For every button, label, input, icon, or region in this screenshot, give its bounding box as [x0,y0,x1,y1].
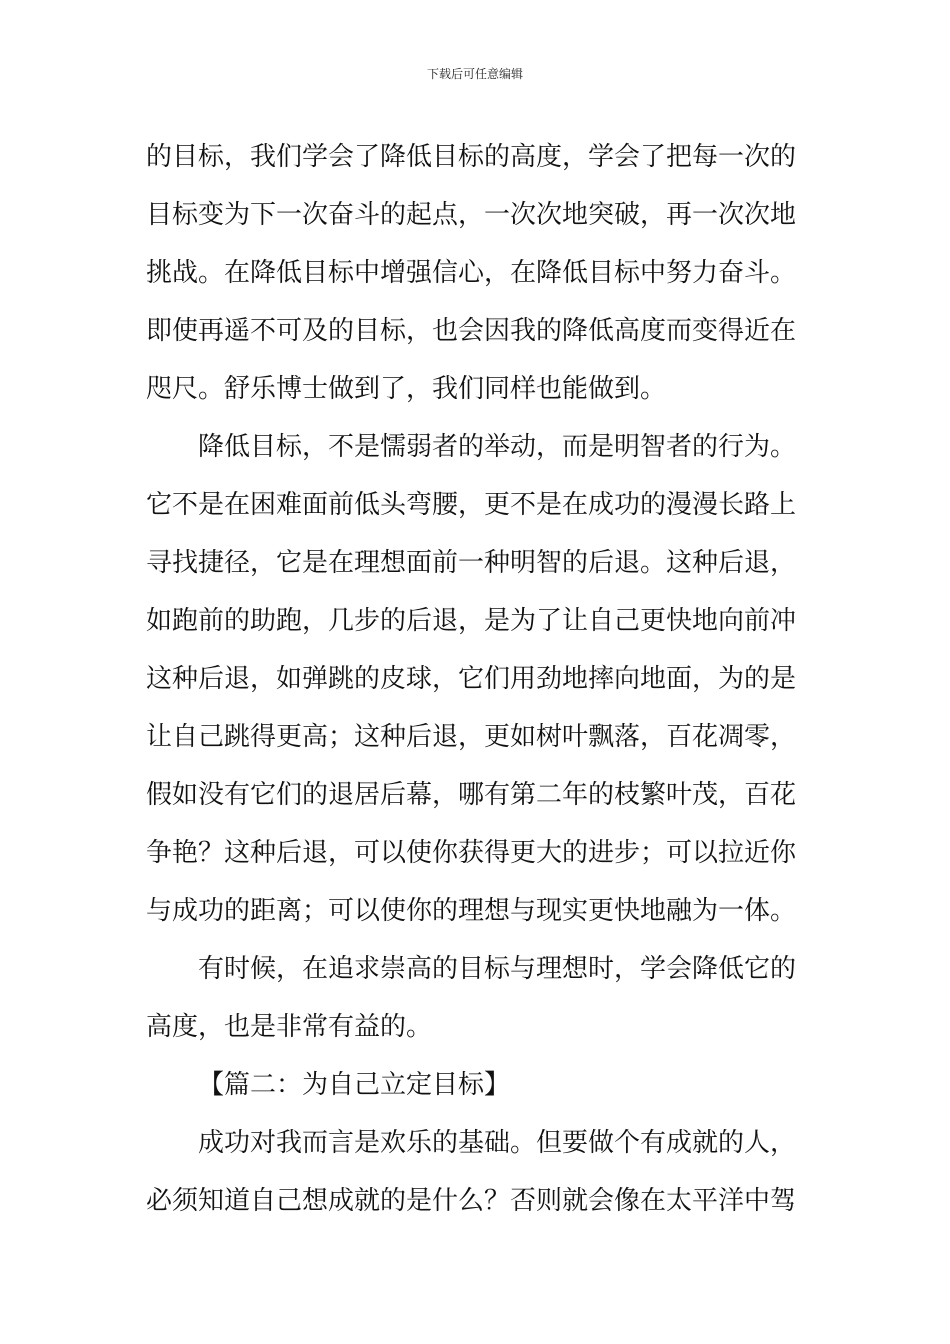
text-line: 争艳？这种后退，可以使你获得更大的进步；可以拉近你 [146,838,797,868]
text-line: 挑战。在降低目标中增强信心，在降低目标中努力奋斗。 [146,258,797,288]
section-heading: 【篇二：为自己立定目标】 [198,1070,511,1100]
text-line: 与成功的距离；可以使你的理想与现实更快地融为一体。 [146,896,797,926]
document-body [146,128,808,1230]
paragraph-start-line: 降低目标，不是懦弱者的举动，而是明智者的行为。 [198,432,797,462]
text-line: 它不是在困难面前低头弯腰，更不是在成功的漫漫长路上 [146,490,797,520]
text-line: 必须知道自己想成就的是什么？否则就会像在太平洋中驾 [146,1186,797,1216]
text-line: 即使再遥不可及的目标，也会因我的降低高度而变得近在 [146,316,797,346]
text-line: 目标变为下一次奋斗的起点，一次次地突破，再一次次地 [146,200,797,230]
text-line: 咫尺。舒乐博士做到了，我们同样也能做到。 [146,374,667,404]
text-line: 如跑前的助跑，几步的后退，是为了让自己更快地向前冲 [146,606,797,636]
paragraph-start-line: 有时候，在追求崇高的目标与理想时，学会降低它的 [198,954,797,984]
text-line: 这种后退，如弹跳的皮球，它们用劲地摔向地面，为的是 [146,664,797,694]
text-line: 寻找捷径，它是在理想面前一种明智的后退。这种后退， [146,548,797,578]
text-line: 高度，也是非常有益的。 [146,1012,433,1042]
page-header: 下载后可任意编辑 [426,67,523,81]
text-line: 假如没有它们的退居后幕，哪有第二年的枝繁叶茂，百花 [146,780,797,810]
text-line: 的目标，我们学会了降低目标的高度，学会了把每一次的 [146,142,797,172]
text-line: 让自己跳得更高；这种后退，更如树叶飘落，百花凋零， [146,722,797,752]
paragraph-start-line: 成功对我而言是欢乐的基础。但要做个有成就的人， [198,1128,797,1158]
